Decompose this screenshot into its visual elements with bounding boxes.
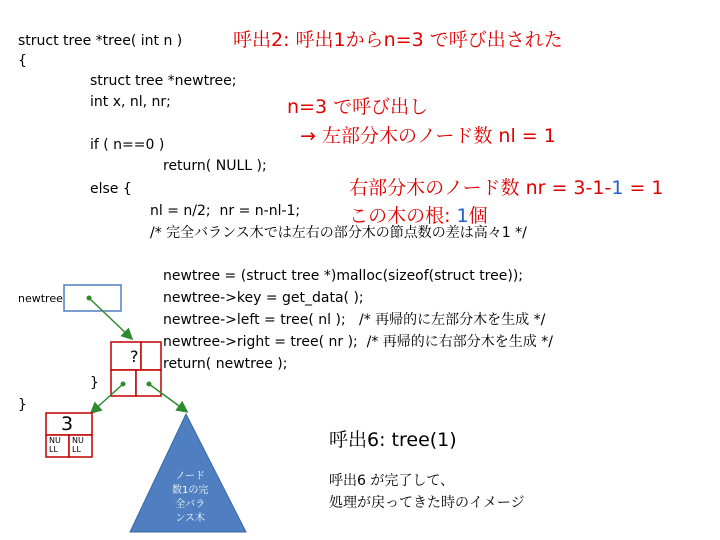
call-title: 呼出2: 呼出1からn=3 で呼び出された	[233, 29, 563, 51]
malloc-statement: newtree = (struct tree *)malloc(sizeof(struct tree));	[163, 268, 523, 284]
split-statement: nl = n/2; nr = n-nl-1;	[150, 203, 301, 219]
null-left-label: NU LL	[49, 436, 61, 454]
root-node-right	[141, 342, 161, 370]
key-statement: newtree->key = get_data( );	[163, 290, 364, 306]
newtree-label: newtree	[18, 292, 63, 305]
return-null: return( NULL );	[163, 158, 267, 174]
newtree-arrow	[89, 298, 131, 338]
left-child-arrow	[92, 384, 123, 412]
left-statement: newtree->left = tree( nl ); /* 再帰的に左部分木を生成 */	[163, 312, 546, 328]
nr-text: 右部分木のノード数 nr = 3-1-	[349, 177, 612, 199]
right-child-arrow	[149, 384, 186, 411]
null-right-label: NU LL	[72, 436, 84, 454]
root-blue-value: 1	[456, 205, 469, 227]
root-text: この木の根:	[349, 205, 457, 227]
right-statement: newtree->right = tree( nr ); /* 再帰的に右部分木を生成 */	[163, 334, 553, 350]
function-signature: struct tree *tree( int n )	[18, 33, 183, 49]
decl-vars: int x, nl, nr;	[90, 94, 171, 110]
balance-comment: /* 完全バランス木では左右の部分木の節点数の差は高々1 */	[150, 225, 527, 241]
n3-annotation: n=3 で呼び出し	[287, 96, 429, 118]
open-brace: {	[18, 53, 27, 69]
else-statement: else {	[90, 181, 132, 197]
note-line2: 処理が戻ってきた時のイメージ	[329, 495, 525, 511]
nr-result: = 1	[623, 177, 664, 199]
return-newtree: return( newtree );	[163, 356, 288, 372]
if-statement: if ( n==0 )	[90, 137, 165, 153]
inner-close-brace: }	[90, 375, 99, 391]
triangle-label: ノード 数1の完 全バラ ンス木	[172, 471, 209, 524]
outer-close-brace: }	[18, 397, 27, 413]
left-child-key: 3	[61, 413, 74, 435]
newtree-pointer-box	[64, 285, 121, 311]
note-line1: 呼出6 が完了して、	[329, 473, 455, 489]
call6-label: 呼出6: tree(1)	[329, 429, 457, 451]
root-node-key: ?	[130, 347, 139, 366]
nl-annotation: → 左部分木のノード数 nl = 1	[300, 125, 556, 147]
root-suffix: 個	[468, 205, 488, 227]
decl-newtree: struct tree *newtree;	[90, 73, 237, 89]
nr-blue-value: 1	[611, 177, 624, 199]
